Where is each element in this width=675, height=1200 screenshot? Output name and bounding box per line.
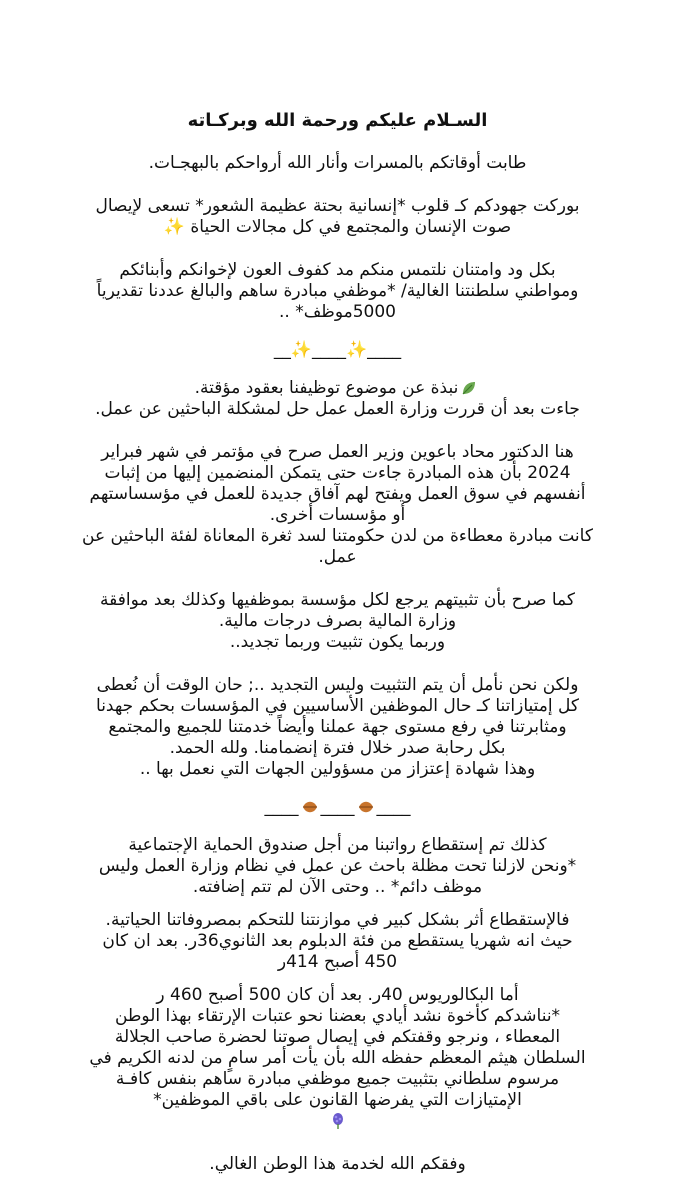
paragraph-4-line-3: أنفسهم في سوق العمل ويفتح لهم آفاق جديدة للعمل في مؤسساستهم: [89, 484, 586, 504]
paragraph-6-line-5: وهذا شهادة إعتزاز من مسؤولين الجهات التي نعمل بها ..: [139, 759, 536, 779]
wish-line: طابت أوقاتكم بالمسرات وأنار الله أرواحكم بالبهجـات.: [148, 153, 527, 173]
greeting-line: السـلام عليكم ورحمة الله وبركـاته: [187, 110, 488, 131]
sparkles-icon: ✨: [346, 340, 368, 360]
paragraph-8-line-1: فالإستقطاع أثر بشكل كبير في موازنتنا للتحكم بمصروفاتنا الحياتية.: [105, 910, 570, 930]
paragraph-9-line-1: *نناشدكم كأخوة نشد أيادي بعضنا نحو عتبات الإرتقاء بهذا الوطن: [114, 1006, 561, 1026]
paragraph-9-line-3: السلطان هيثم المعظم حفظه الله بأن يأت أمر سامٍ من لدنه الكريم في: [89, 1048, 586, 1068]
paragraph-8-line-4: أما البكالوريوس 40ر. بعد أن كان 500 أصبح 460 ر: [156, 985, 519, 1005]
paragraph-6-line-2: كل إمتيازاتنا كـ حال الموظفين الأساسيين في المؤسسات بحكم جهدنا: [96, 696, 579, 716]
paragraph-1-line-2-text: صوت الإنسان والمجتمع في كل مجالات الحياة: [190, 217, 512, 237]
hyacinth-icon: [329, 1112, 347, 1130]
paragraph-5-line-3: وربما يكون تثبيت وربما تجديد..: [229, 632, 446, 652]
fallen-leaf-icon: [357, 798, 375, 816]
leaf-separator: ____________: [264, 797, 411, 817]
paragraph-4-line-4: أو مؤسسات أخرى.: [269, 505, 406, 525]
paragraph-9-line-2: المعطاء ، ونرجو وقفتكم في إيصال صوتنا لحضرة صاحب الجلالة: [114, 1027, 561, 1047]
paragraph-4-line-5: كانت مبادرة معطاءة من لدن حكومتنا لسد ثغرة المعاناة لفئة الباحثين عن: [82, 526, 593, 546]
paragraph-4-line-2: 2024 بأن هذه المبادرة جاءت حتى يتمكن المنضمين إليها من إثبات: [104, 463, 571, 483]
paragraph-8-line-3: 450 أصبح 414ر: [277, 952, 398, 972]
fallen-leaf-icon: [301, 798, 319, 816]
sparkles-icon: ✨: [290, 340, 312, 360]
paragraph-6-line-3: ومثابرتنا في رفع مستوى جهة عملنا وأيضاً خدمتنا للجميع والمجتمع: [108, 717, 567, 737]
paragraph-9-line-4: مرسوم سلطاني بتثبيت جميع موظفي مبادرة ساهم بنفس كافـة: [115, 1069, 560, 1089]
sparkle-separator: ____✨____✨__: [273, 340, 402, 360]
paragraph-4-line-6: عمل.: [318, 547, 357, 567]
closing-line: وفقكم الله لخدمة هذا الوطن الغالي.: [209, 1154, 466, 1174]
paragraph-1-line-2: [22, 217, 653, 238]
paragraph-5-line-2: وزارة المالية بصرف درجات مالية.: [218, 611, 457, 631]
sparkles-icon: ✨: [163, 217, 185, 237]
paragraph-2-line-1: بكل ود وامتنان نلتمس منكم مد كفوف العون لإخوانكم وأبنائكم: [119, 260, 556, 280]
paragraph-9-line-5: الإمتيازات التي يفرضها القانون على باقي الموظفين*: [153, 1090, 522, 1110]
paragraph-7-line-1: كذلك تم إستقطاع رواتبنا من أجل صندوق الحماية الإجتماعية: [128, 835, 547, 855]
paragraph-1-line-1: بوركت جهودكم كـ قلوب *إنسانية بحتة عظيمة الشعور* تسعى لإيصال: [95, 196, 580, 216]
paragraph-3-line-1-text: نبذة عن موضوع توظيفنا بعقود مؤقتة.: [194, 378, 459, 398]
paragraph-7-line-2: *ونحن لازلنا تحت مظلة باحث عن عمل في نظام وزارة العمل وليس: [98, 856, 577, 876]
paragraph-8-line-2: حيث انه شهريا يستقطع من فئة الدبلوم بعد الثانوي36ر. بعد ان كان: [102, 931, 573, 951]
paragraph-5-line-1: كما صرح بأن تثبيتهم يرجع لكل مؤسسة بموظفيها وكذلك بعد موافقة: [100, 590, 575, 610]
paragraph-4-line-1: هنا الدكتور محاد باعوين وزير العمل صرح في مؤتمر في شهر فبراير: [101, 442, 574, 462]
paragraph-3-line-1: [22, 378, 653, 399]
paragraph-7-line-3: موظف دائم* .. وحتى الآن لم تتم إضافته.: [192, 877, 483, 897]
paragraph-3-line-2: جاءت بعد أن قررت وزارة العمل عمل حل لمشكلة الباحثين عن عمل.: [95, 399, 580, 419]
paragraph-2-line-3: 5000موظف* ..: [279, 302, 396, 322]
paragraph-2-line-2: ومواطني سلطنتنا الغالية/ *موظفي مبادرة ساهم والبالغ عددنا تقديرياً: [96, 281, 579, 301]
leaf-icon: [460, 379, 478, 397]
paragraph-6-line-1: ولكن نحن نأمل أن يتم التثبيت وليس التجديد ..; حان الوقت أن نُعطى: [96, 675, 579, 695]
hyacinth-line: [22, 1111, 653, 1132]
paragraph-6-line-4: بكل رحابة صدر خلال فترة إنضمامنا. ولله الحمد.: [169, 738, 506, 758]
